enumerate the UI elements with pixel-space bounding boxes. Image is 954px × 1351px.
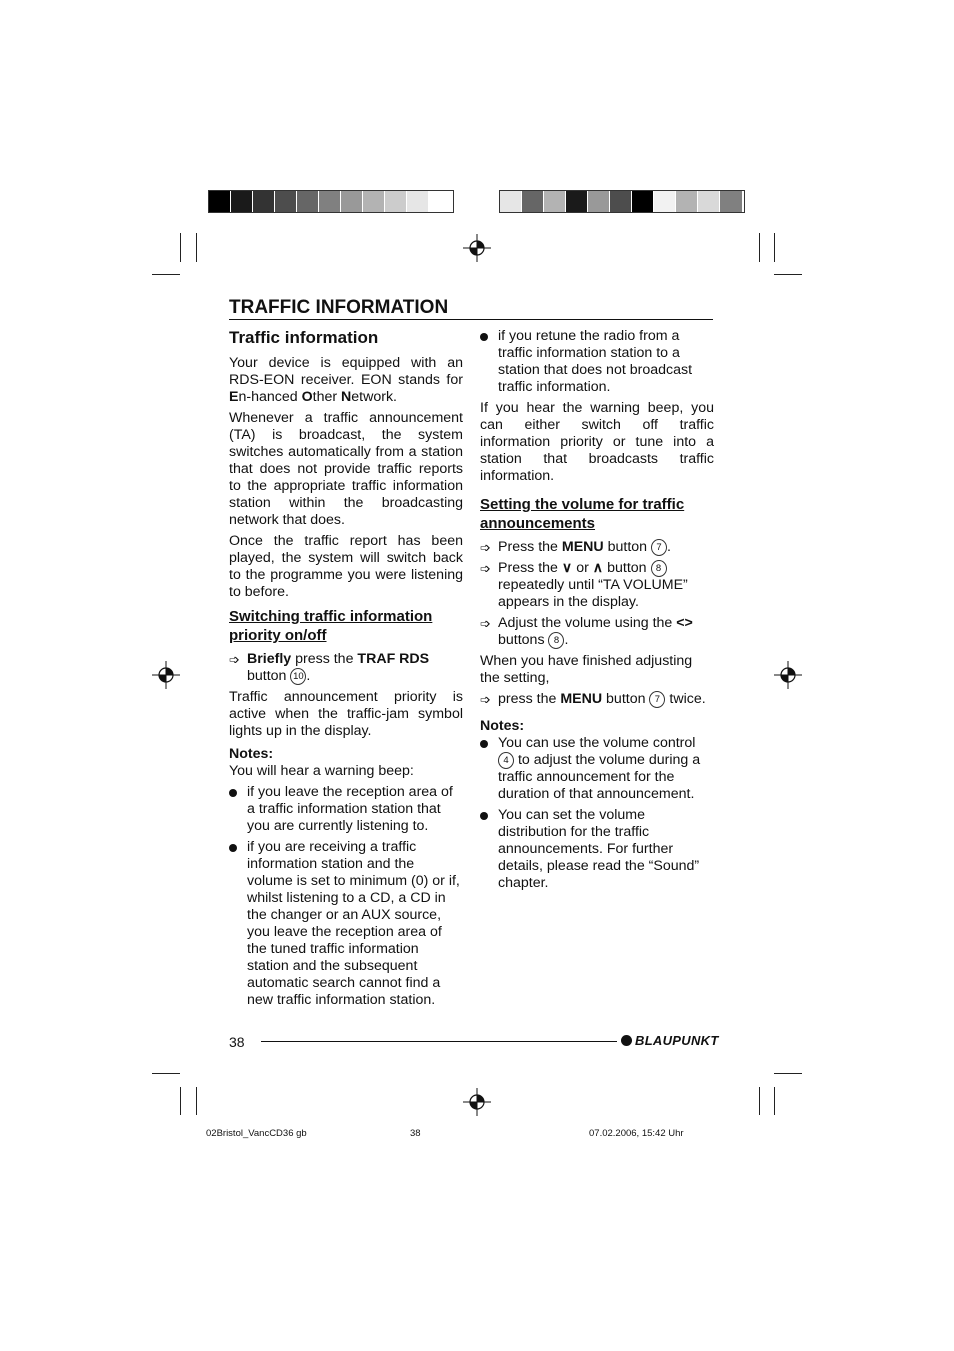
color-swatch xyxy=(720,191,742,212)
arrow-icon: ➩ xyxy=(480,692,491,707)
notes-label: Notes: xyxy=(229,746,274,762)
crop-mark xyxy=(774,1087,775,1115)
crop-mark xyxy=(774,233,775,262)
arrow-icon: ➩ xyxy=(229,652,240,667)
crop-mark xyxy=(152,1073,180,1074)
bullet-item: You can use the volume control 4 to adjust the volume during a traffic announcement for the duration of that announcement. xyxy=(480,735,714,803)
crop-mark xyxy=(196,233,197,262)
color-swatch xyxy=(275,191,297,212)
color-swatch xyxy=(566,191,588,212)
bullet-icon xyxy=(229,839,245,857)
crop-mark xyxy=(759,233,760,262)
color-swatch xyxy=(610,191,632,212)
bullet-icon xyxy=(480,328,496,346)
right-column xyxy=(480,328,714,896)
paragraph: Whenever a traffic announcement (TA) is broadcast, the system switches automatically from a station that does not provide traffic reports to the appropriate traffic information station within the broadcasting network that does. xyxy=(229,410,463,528)
section-heading: Traffic information xyxy=(229,328,379,347)
crop-mark xyxy=(774,274,802,275)
page-title: TRAFFIC INFORMATION xyxy=(229,297,713,320)
notes-intro: You will hear a warning beep: xyxy=(229,763,414,779)
paragraph: If you hear the warning beep, you can either switch off traffic information priority or tune into a station that broadcasts traffic information. xyxy=(480,400,714,484)
button-number-badge: 7 xyxy=(651,539,667,556)
subsection-heading: Setting the volume for traffic announcements xyxy=(480,496,685,532)
button-number-badge: 8 xyxy=(651,560,667,577)
color-swatch xyxy=(407,191,429,212)
instruction-step: ➩ Press the ∨ or ∧ button 8 repeatedly until “TA VOLUME” appears in the display. xyxy=(480,560,688,610)
color-swatch xyxy=(297,191,319,212)
bullet-item: You can set the volume distribution for the traffic announcements. For further details, please read the “Sound” chapter. xyxy=(480,807,714,892)
registration-mark-icon xyxy=(463,234,491,262)
bullet-icon xyxy=(480,807,496,825)
color-calibration-bar-left xyxy=(208,190,454,213)
bullet-item: if you are receiving a traffic information station and the volume is set to minimum (0) or if, whilst listening to a CD, a CD in the changer or an AUX source, you leave the reception area of the tuned traffic information station and the subsequent automatic search cannot find a new traffic information station. xyxy=(229,839,463,1009)
color-swatch xyxy=(676,191,698,212)
arrow-icon: ➩ xyxy=(480,540,491,555)
color-swatch xyxy=(363,191,385,212)
registration-mark-icon xyxy=(463,1088,491,1116)
intro-paragraph: Your device is equipped with an RDS-EON receiver. EON stands for En-hanced Other Network. xyxy=(229,355,463,405)
crop-mark xyxy=(759,1087,760,1115)
button-number-badge: 10 xyxy=(290,668,306,685)
brand-logo: BLAUPUNKT xyxy=(621,1033,719,1048)
footer-divider xyxy=(261,1041,617,1042)
button-number-badge: 7 xyxy=(649,691,665,708)
crop-mark xyxy=(774,1073,802,1074)
print-timestamp: 07.02.2006, 15:42 Uhr xyxy=(589,1128,684,1139)
left-right-arrows-icon: <> xyxy=(676,615,693,631)
paragraph: Traffic announcement priority is active when the traffic-jam symbol lights up in the display. xyxy=(229,689,463,739)
color-swatch xyxy=(429,191,451,212)
up-arrow-icon: ∧ xyxy=(592,560,604,576)
color-swatch xyxy=(698,191,720,212)
left-column xyxy=(229,328,463,1013)
bullet-icon xyxy=(480,735,496,753)
arrow-icon: ➩ xyxy=(480,561,491,576)
button-number-badge: 8 xyxy=(548,632,564,649)
bullet-item: if you retune the radio from a traffic information station to a station that does not broadcast traffic information. xyxy=(480,328,714,396)
bullet-icon xyxy=(229,784,245,802)
print-file-name: 02Bristol_VancCD36 gb xyxy=(206,1128,307,1139)
instruction-step: ➩ Adjust the volume using the <> buttons 8 . xyxy=(480,615,693,648)
color-swatch xyxy=(544,191,566,212)
paragraph: When you have finished adjusting the setting, xyxy=(480,653,693,686)
color-swatch xyxy=(522,191,544,212)
page-number: 38 xyxy=(229,1034,245,1050)
print-page-number: 38 xyxy=(410,1128,421,1139)
instruction-step: ➩ press the MENU button 7 twice. xyxy=(480,691,706,707)
blaupunkt-dot-icon xyxy=(621,1035,632,1046)
color-swatch xyxy=(253,191,275,212)
color-swatch xyxy=(209,191,231,212)
subsection-heading: Switching traffic information priority on/off xyxy=(229,608,433,644)
registration-mark-icon xyxy=(152,661,180,689)
color-swatch xyxy=(319,191,341,212)
color-calibration-bar-right xyxy=(499,190,745,213)
arrow-icon: ➩ xyxy=(480,616,491,631)
color-swatch xyxy=(500,191,522,212)
paragraph: Once the traffic report has been played, the system will switch back to the programme you were listening to before. xyxy=(229,533,463,600)
bullet-item: if you leave the reception area of a traffic information station that you are currently listening to. xyxy=(229,784,463,835)
crop-mark xyxy=(152,274,180,275)
crop-mark xyxy=(180,233,181,262)
down-arrow-icon: ∨ xyxy=(561,560,573,576)
color-swatch xyxy=(654,191,676,212)
crop-mark xyxy=(180,1087,181,1115)
color-swatch xyxy=(632,191,654,212)
color-swatch xyxy=(231,191,253,212)
color-swatch xyxy=(341,191,363,212)
notes-label: Notes: xyxy=(480,718,525,734)
color-swatch xyxy=(588,191,610,212)
crop-mark xyxy=(196,1087,197,1115)
color-swatch xyxy=(385,191,407,212)
instruction-step: ➩ Briefly press the TRAF RDS button 10 . xyxy=(229,651,430,684)
button-number-badge: 4 xyxy=(498,752,514,769)
registration-mark-icon xyxy=(774,661,802,689)
instruction-step: ➩ Press the MENU button 7 . xyxy=(480,539,671,555)
